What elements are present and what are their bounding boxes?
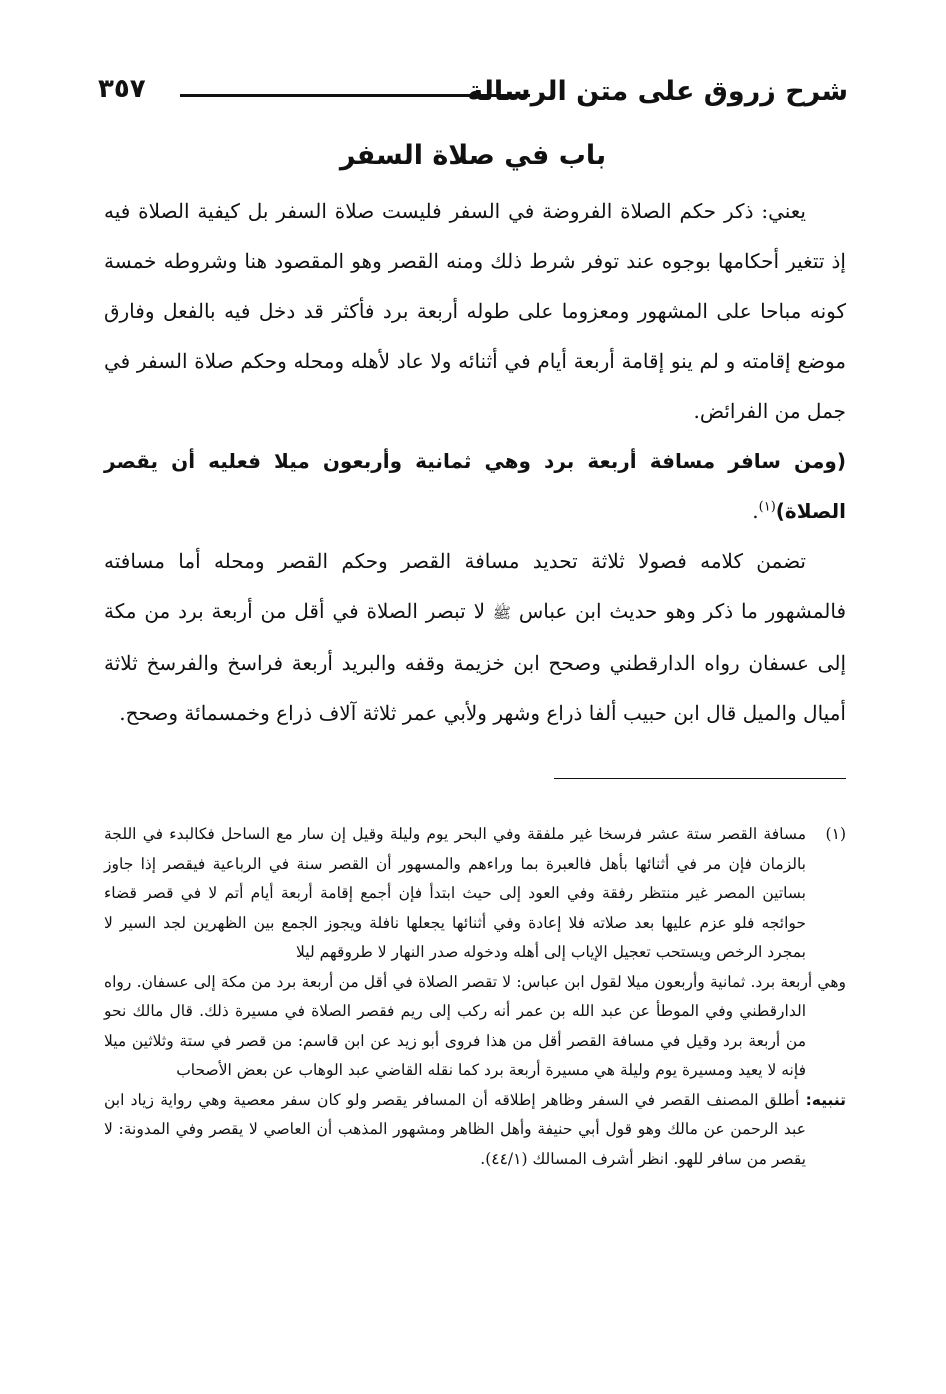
page-number: ٣٥٧	[98, 74, 146, 104]
header-rule	[180, 94, 530, 97]
matn-end: .	[752, 499, 759, 523]
footnote-1-number: (١)	[825, 825, 846, 843]
chapter-title: باب في صلاة السفر	[339, 140, 607, 171]
salutation-glyph: ﷺ	[492, 604, 511, 622]
footnote-tanbih	[104, 1086, 846, 1175]
tanbih-label: تنبيه:	[805, 1090, 846, 1109]
commentary-paragraph-1: يعني: ذكر حكم الصلاة الفروضة في السفر فليست صلاة السفر بل كيفية الصلاة فيه إذ تتغير أحكامها بوجوه عند توفر شرط ذلك ومنه القصر وهو المقصود هنا وشروطه خمسة كونه مباحا على المشهور ومعزوما على طوله أربعة برد فأكثر قد دخل فيه بالفعل وفارق موضع إقامته و لم ينو إقامة أربعة أيام في أثنائه ولا عاد لأهله ومحله وحكم صلاة السفر في جمل من الفرائض.	[104, 199, 846, 423]
footnote-reference[interactable]: (١)	[758, 499, 776, 515]
commentary-2-part-1: تضمن كلامه فصولا ثلاثة تحديد مسافة القصر وحكم القصر ومحله أما مسافته فالمشهور ما ذكر وهو حديث ابن عباس	[104, 549, 847, 623]
commentary-2-part-2: لا تبصر الصلاة في أقل من أربعة برد من مكة إلى عسفان رواه الدارقطني وصحح ابن خزيمة وقفه والبريد أربعة فراسخ والفرسخ ثلاثة أميال والميل قال ابن حبيب ألفا ذراع وشهر ولأبي عمر ثلاثة آلاف ذراع وخمسمائة وصحح.	[104, 599, 846, 725]
main-text	[104, 186, 846, 738]
commentary-paragraph-2	[104, 536, 846, 738]
matn-text: (ومن سافر مسافة أربعة برد وهي ثمانية وأربعون ميلا فعليه أن يقصر الصلاة)	[104, 449, 846, 523]
footnote-separator	[554, 778, 846, 779]
footnote-2: وهي أربعة برد. ثمانية وأربعون ميلا لقول ابن عباس: لا تقصر الصلاة في أقل من أربعة برد من مكة إلى عسفان. رواه الدارقطني وفي الموطأ عن عبد الله بن عمر أنه ركب إلى ريم فقصر الصلاة في مسيرة ذلك. قال مالك نحو من أربعة برد وقيل في مسافة القصر أقل من هذا فروى أبو زيد عن ابن قاسم: من قصر في ستة وثلاثين ميلا فإنه لا يعيد ومسيرة يوم وليلة هي مسيرة أربعة برد كما نقله القاضي عبد الوهاب عن بعض الأصحاب	[104, 972, 846, 1079]
running-header	[98, 72, 848, 122]
footnote-1-text: مسافة القصر ستة عشر فرسخا غير ملفقة وفي البحر يوم وليلة وقيل إن سار مع الساحل فكالبدء في اللجة بالزمان فإن مر في أثنائها بأهل فالعبرة بما وراءهم والمسهور أن القصر سنة في الرباعية فيقصر إذا جاوز بساتين المصر غير منتظر رفقة وفي العود إلى حيث ابتدأ فإن أجمع إقامة أربعة أيام أتم لا في قصر قضاء حوائجه فلو عزم عليها بعد صلاته فلا إعادة وفي أثنائها يجعلها نافلة ويجوز الجمع بين الظهرين لجد السير لا بمجرد الرخص ويستحب تعجيل الإياب إلى أهله ودخوله صدر النهار لا طروقهم ليلا	[104, 825, 806, 961]
tanbih-text: أطلق المصنف القصر في السفر وظاهر إطلاقه أن المسافر يقصر ولو كان سفر معصية وهي رواية زياد ابن عبد الرحمن عن مالك وهو قول أبي حنيفة وأهل الظاهر ومشهور المذهب أن العاصي لا يقصر وفي المدونة: لا يقصر من سافر للهو. انظر أشرف المسالك (٤٤/١).	[104, 1090, 806, 1168]
footnote-1	[104, 820, 846, 968]
matn-paragraph	[104, 436, 846, 536]
footnotes	[104, 820, 846, 1174]
running-title: شرح زروق على متن الرسالة	[467, 76, 848, 107]
